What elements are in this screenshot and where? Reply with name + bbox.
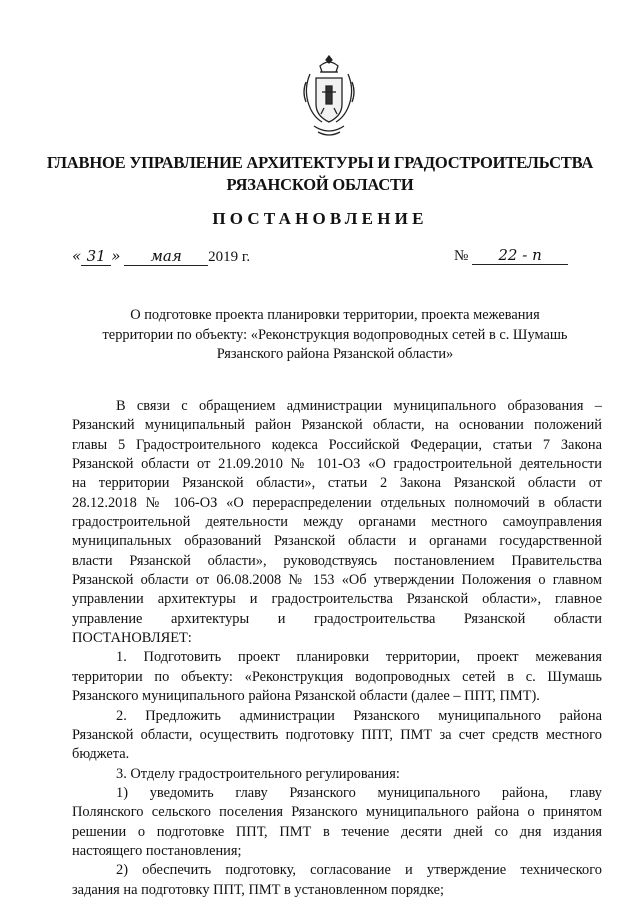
body-line: градостроительной деятельности между органами местного самоуправления xyxy=(72,514,602,531)
date-day: 31 xyxy=(81,248,111,266)
body-line: управлении архитектуры и градостроительства Рязанской области», главное xyxy=(72,591,602,608)
body-line: территории по объекту: «Реконструкция водопроводных сетей в с. Шумашь xyxy=(72,668,602,685)
document-subject xyxy=(100,306,570,365)
date-quote-open: « xyxy=(72,247,82,265)
organization-region: РЯЗАНСКОЙ ОБЛАСТИ xyxy=(226,175,414,194)
body-line: 1) уведомить главу Рязанского муниципального района, главу xyxy=(116,784,602,801)
body-line: 1. Подготовить проект планировки территории, проект межевания xyxy=(116,649,602,666)
body-line: власти Рязанской области», руководствуясь постановлением Правительства xyxy=(72,552,602,569)
body-line: управление архитектуры и градостроительства Рязанской области xyxy=(72,610,602,627)
document-type-title: ПОСТАНОВЛЕНИЕ xyxy=(212,209,428,228)
body-line: бюджета. xyxy=(72,746,130,763)
body-line: Полянского сельского поселения Рязанского муниципального района о принятом xyxy=(72,804,602,821)
coat-of-arms-icon xyxy=(298,52,360,140)
body-line: решении о подготовке ППТ, ПМТ в течение десяти дней со дня издания xyxy=(72,823,602,840)
subject-line: Рязанского района Рязанской области» xyxy=(216,346,454,362)
body-line: Рязанского муниципального района Рязанской области (далее – ППТ, ПМТ). xyxy=(72,688,540,705)
subject-line: территории по объекту: «Реконструкция водопроводных сетей в с. Шумашь xyxy=(102,326,568,343)
body-line: ПОСТАНОВЛЯЕТ: xyxy=(72,630,192,647)
organization-name: ГЛАВНОЕ УПРАВЛЕНИЕ АРХИТЕКТУРЫ И ГРАДОСТРОИТЕЛЬСТВА xyxy=(46,153,594,172)
body-line: Рязанской области от 21.09.2010 № 101-ОЗ «О градостроительной деятельности xyxy=(72,456,602,473)
body-line: В связи с обращением администрации муниципального образования – xyxy=(116,398,602,414)
document-number xyxy=(454,247,568,265)
date-month: мая xyxy=(124,248,208,266)
date-quote-close: » xyxy=(111,247,121,265)
date-year: 2019 г. xyxy=(208,249,251,265)
body-line: 3. Отделу градостроительного регулирования: xyxy=(116,765,400,782)
body-line: Рязанский муниципальный район Рязанской области, на основании положений xyxy=(72,417,602,434)
body-line: настоящего постановления; xyxy=(72,842,242,859)
body-line: Рязанской области, осуществить подготовку ППТ, ПМТ за счет средств местного xyxy=(72,726,602,743)
body-line: 2) обеспечить подготовку, согласование и утверждение технического xyxy=(116,862,602,879)
body-line: 28.12.2018 № 106-ОЗ «О перераспределении отдельных полномочий в области xyxy=(72,494,602,511)
document-date xyxy=(72,247,250,266)
subject-line: О подготовке проекта планировки территории, проекта межевания xyxy=(130,307,540,323)
body-line: главы 5 Градостроительного кодекса Российской Федерации, статьи 7 Закона xyxy=(72,436,602,453)
body-line: 2. Предложить администрации Рязанского муниципального района xyxy=(116,707,602,724)
body-line: Рязанской области от 06.08.2008 № 153 «Об утверждении Положения о главном xyxy=(72,572,602,589)
number-value: 22 - п xyxy=(472,247,568,265)
number-label: № xyxy=(454,248,469,264)
body-line: муниципальных образований Рязанской области и органами государственной xyxy=(72,533,602,550)
body-line: задания на подготовку ППТ, ПМТ в установленном порядке; xyxy=(72,881,444,898)
body-line: на территории Рязанской области», статьи 2 Закона Рязанской области от xyxy=(72,475,602,492)
document-body xyxy=(72,397,602,900)
